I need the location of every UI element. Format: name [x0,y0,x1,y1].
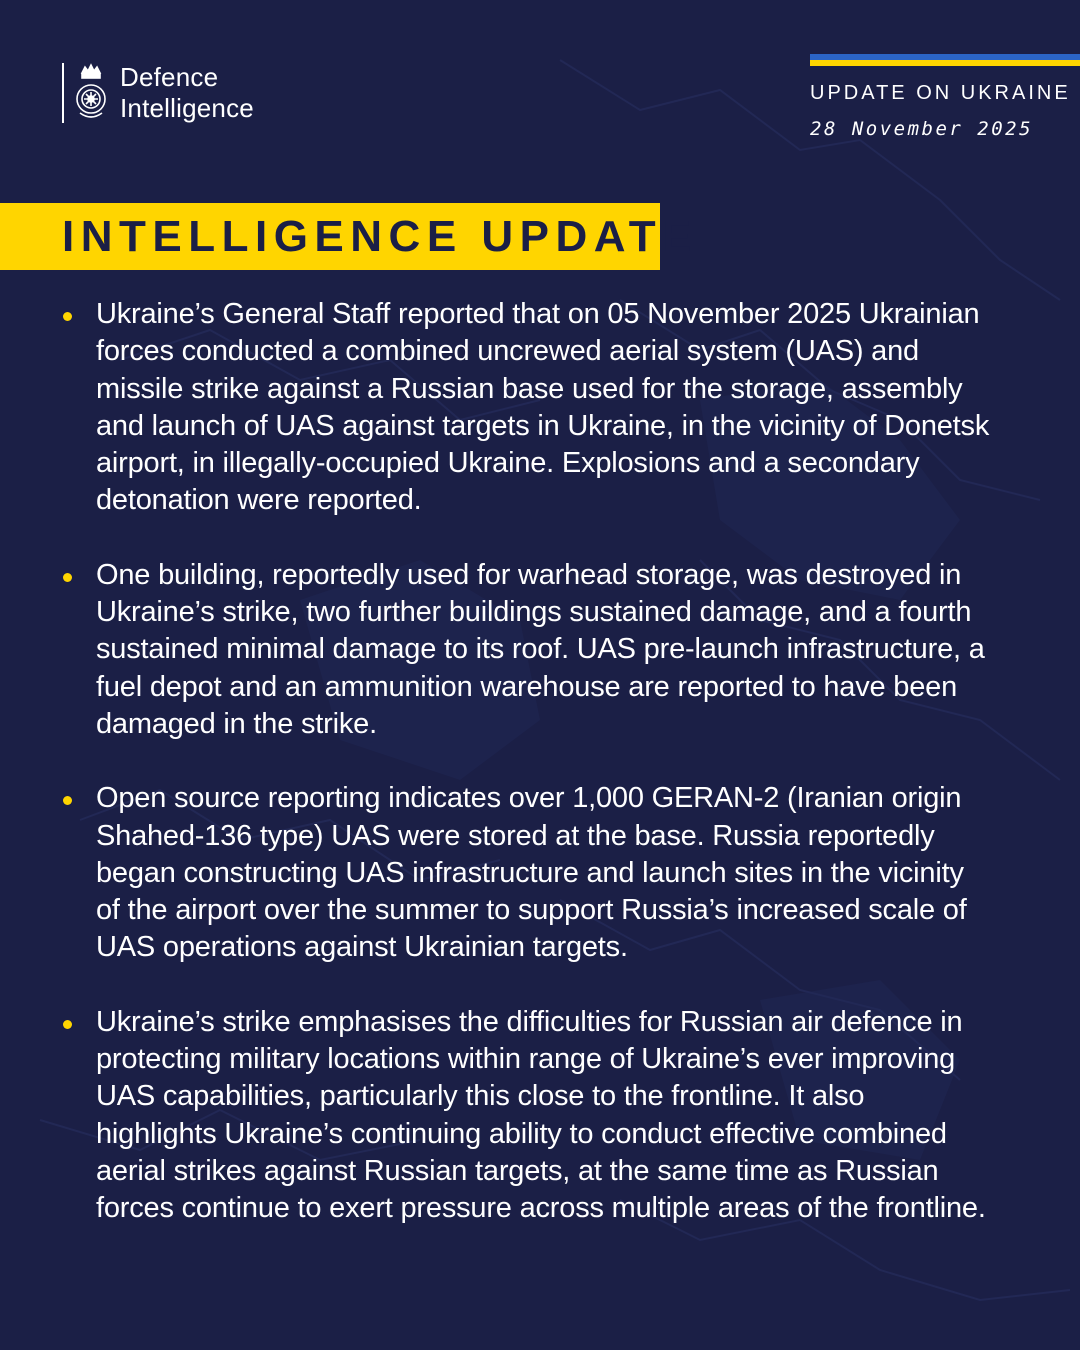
bullet-marker [63,1020,72,1029]
bullet-marker [63,312,72,321]
bullet-text: Ukraine’s General Staff reported that on 05 November 2025 Ukrainian forces conducted a combined uncrewed aerial system (UAS) and missile strike against a Russian base used for the storage, assembly and launch of UAS against targets in Ukraine, in the vicinity of Donetsk airport, in illegally-occupied Ukraine. Explosions and a secondary detonation were reported. [96,298,990,517]
bullet-marker [63,796,72,805]
update-date: 28 November 2025 [810,118,1034,140]
update-kicker: UPDATE ON UKRAINE [810,82,1071,104]
bullet-item [60,1004,990,1228]
crown-crest-icon [72,63,110,123]
logo-divider [62,63,64,123]
flag-yellow-band [810,60,1080,66]
defence-intelligence-logo [62,62,254,124]
bullet-item [60,296,990,520]
ukraine-flag-strip [810,54,1080,66]
bullet-text: Open source reporting indicates over 1,000 GERAN-2 (Iranian origin Shahed-136 type) UAS were stored at the base. Russia reportedly began constructing UAS infrastructure and launch sites in the vicinity of the airport over the summer to support Russia’s increased scale of UAS operations against Ukrainian targets. [96,782,967,964]
bullet-item [60,557,990,743]
bullet-text: One building, reportedly used for warhead storage, was destroyed in Ukraine’s strike, two further buildings sustained damage, and a fourth sustained minimal damage to its roof. UAS pre-launch infrastructure, a fuel depot and an ammunition warehouse are reported to have been damaged in the strike. [96,558,985,740]
logo-wordmark [120,62,254,124]
banner-title: INTELLIGENCE UPDATE [62,212,699,261]
bullet-text: Ukraine’s strike emphasises the difficulties for Russian air defence in protecting military locations within range of Ukraine’s ever improving UAS capabilities, particularly this close to the frontline. It also highlights Ukraine’s continuing ability to conduct effective combined aerial strikes against Russian targets, at the same time as Russian forces continue to exert pressure across multiple areas of the frontline. [96,1005,986,1225]
logo-line-2: Intelligence [120,93,254,123]
logo-line-1: Defence [120,62,219,92]
bullet-item [60,780,990,966]
bullet-list [60,296,990,1265]
intelligence-update-banner [0,203,699,270]
bullet-marker [63,573,72,582]
